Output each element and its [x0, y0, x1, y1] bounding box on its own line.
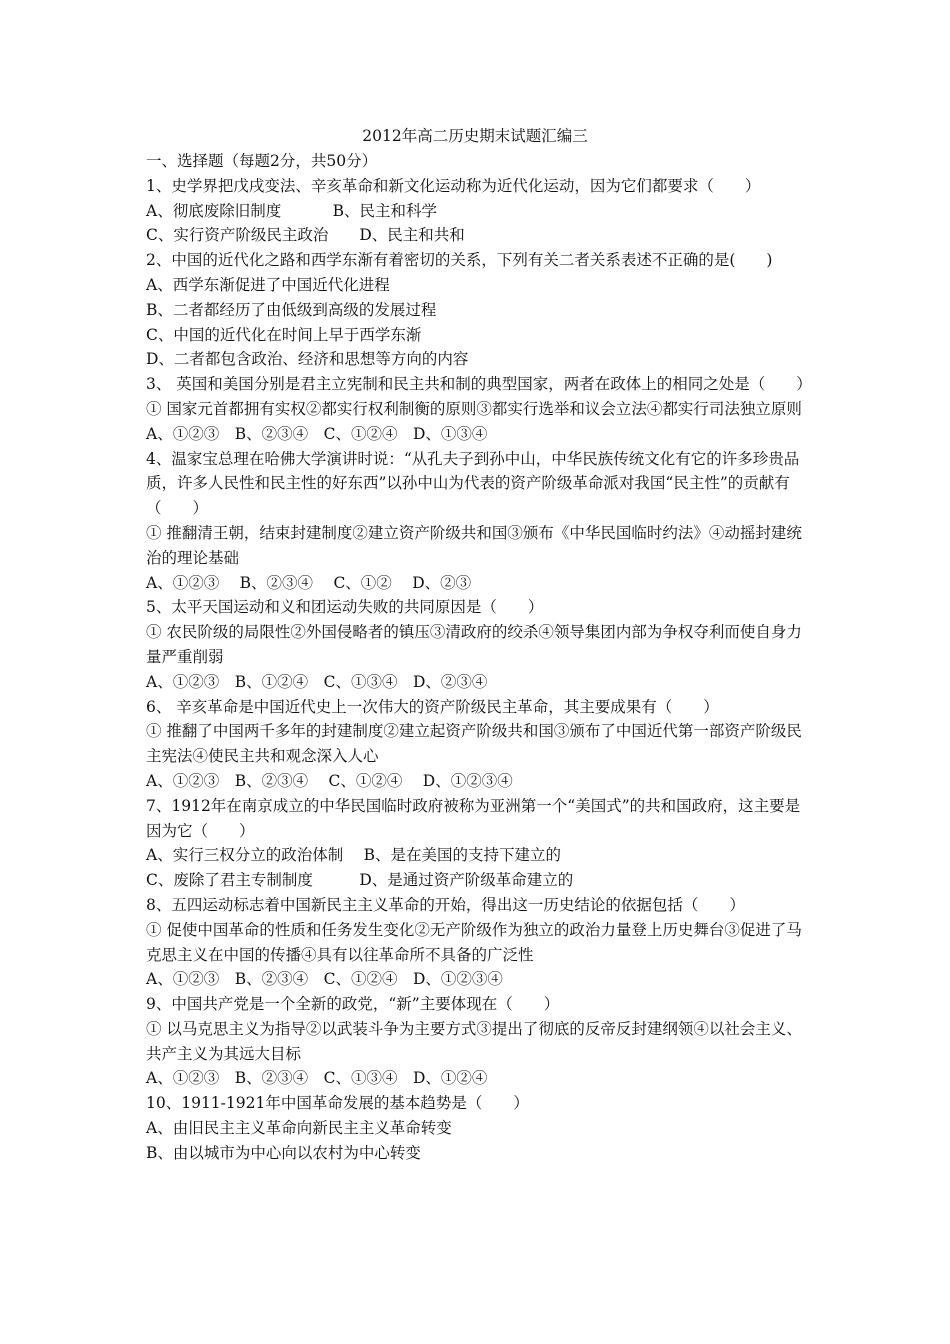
- question-2-option-c: C、中国的近代化在时间上早于西学东渐: [146, 325, 422, 344]
- section-heading: 一、选择题（每题2分，共50分）: [146, 152, 378, 170]
- question-10-option-b: B、由以城市为中心向以农村为中心转变: [146, 1143, 421, 1162]
- question-1-options-cd: C、实行资产阶级民主政治 D、民主和共和: [146, 226, 465, 245]
- question-2: 2、中国的近代化之路和西学东渐有着密切的关系，下列有关二者关系表述不正确的是( ): [146, 251, 773, 270]
- question-7: 7、1912年在南京成立的中华民国临时政府被称为亚洲第一个“美国式”的共和国政府，这主要是因为它（ ）: [146, 796, 801, 840]
- question-2-option-d: D、二者都包含政治、经济和思想等方向的内容: [146, 350, 469, 369]
- question-3: 3、 英国和美国分别是君主立宪制和民主共和制的典型国家，两者在政体上的相同之处是（ ）: [146, 375, 812, 394]
- question-7-options-cd: C、废除了君主专制制度 D、是通过资产阶级革命建立的: [146, 871, 574, 890]
- question-2-option-b: B、二者都经历了由低级到高级的发展过程: [146, 300, 437, 319]
- question-8-options: A、①②③ B、②③④ C、①②④ D、①②③④: [146, 970, 503, 989]
- question-1-options-ab: A、彻底废除旧制度 B、民主和科学: [146, 201, 438, 220]
- document-title: 2012年高二历史期末试题汇编三: [362, 127, 588, 145]
- question-1: 1、史学界把戊戌变法、辛亥革命和新文化运动称为近代化运动，因为它们都要求（ ）: [146, 176, 761, 195]
- question-6: 6、 辛亥革命是中国近代史上一次伟大的资产阶级民主革命，其主要成果有（ ）: [146, 697, 719, 716]
- question-2-option-a: A、西学东渐促进了中国近代化进程: [146, 275, 390, 294]
- question-5: 5、太平天国运动和义和团运动失败的共同原因是（ ）: [146, 598, 544, 617]
- question-8-items: ① 促使中国革命的性质和任务发生变化②无产阶级作为独立的政治力量登上历史舞台③促进了马克思主义在中国的传播④具有以往革命所不具备的广泛性: [146, 920, 802, 964]
- document-body: [146, 149, 812, 1166]
- question-3-items: ① 国家元首都拥有实权②都实行权利制衡的原则③都实行选举和议会立法④都实行司法独立原则: [146, 399, 802, 418]
- question-10: 10、1911-1921年中国革命发展的基本趋势是（ ）: [146, 1094, 529, 1113]
- question-7-options-ab: A、实行三权分立的政治体制 B、是在美国的支持下建立的: [146, 846, 562, 865]
- question-8: 8、五四运动标志着中国新民主主义革命的开始，得出这一历史结论的依据包括（ ）: [146, 895, 745, 914]
- question-3-options: A、①②③ B、②③④ C、①②④ D、①③④: [146, 424, 488, 443]
- question-4-items: ① 推翻清王朝，结束封建制度②建立资产阶级共和国③颁布《中华民国临时约法》④动摇封建统治的理论基础: [146, 523, 802, 567]
- question-9-items: ① 以马克思主义为指导②以武装斗争为主要方式③提出了彻底的反帝反封建纲领④以社会主义、共产主义为其远大目标: [146, 1019, 802, 1063]
- question-6-items: ① 推翻了中国两千多年的封建制度②建立起资产阶级共和国③颁布了中国近代第一部资产阶级民主宪法④使民主共和观念深入人心: [146, 722, 802, 766]
- question-5-options: A、①②③ B、①②④ C、①③④ D、②③④: [146, 672, 488, 691]
- question-10-option-a: A、由旧民主主义革命向新民主主义革命转变: [146, 1119, 452, 1138]
- question-6-options: A、①②③ B、②③④ C、①②④ D、①②③④: [146, 771, 513, 790]
- question-9: 9、中国共产党是一个全新的政党，“新”主要体现在（ ）: [146, 995, 560, 1014]
- question-9-options: A、①②③ B、②③④ C、①③④ D、①②④: [146, 1069, 488, 1088]
- question-4: 4、温家宝总理在哈佛大学演讲时说：“从孔夫子到孙中山，中华民族传统文化有它的许多珍贵品质，许多人民性和民主性的好东西”以孙中山为代表的资产阶级革命派对我国“民主性”的贡献有（ ）: [146, 449, 800, 518]
- question-4-options: A、①②③ B、②③④ C、①② D、②③: [146, 573, 472, 592]
- question-5-items: ① 农民阶级的局限性②外国侵略者的镇压③清政府的绞杀④领导集团内部为争权夺利而使自身力量严重削弱: [146, 623, 802, 666]
